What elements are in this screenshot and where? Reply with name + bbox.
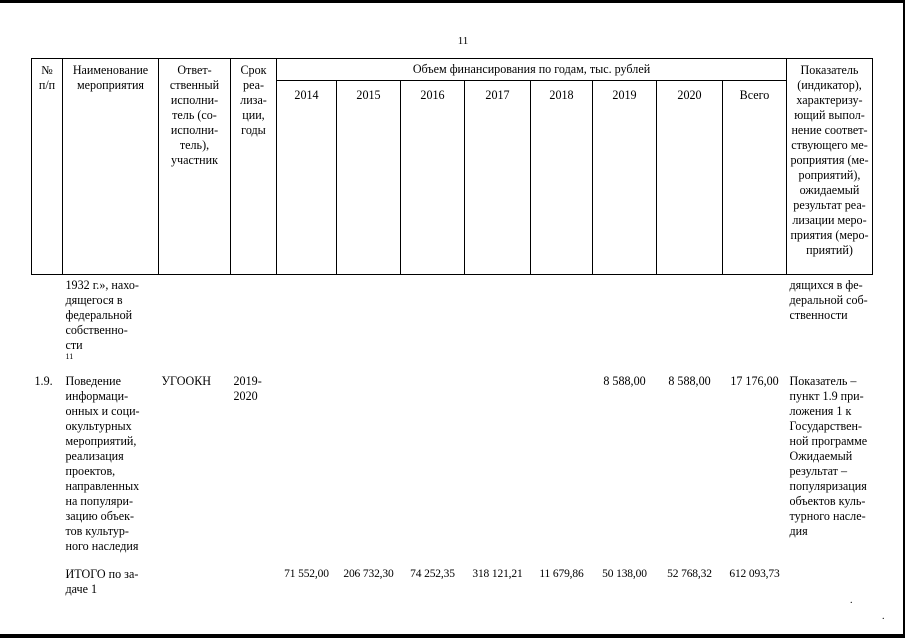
header-year-2018: 2018: [531, 81, 593, 275]
value-2014: [277, 368, 337, 558]
value-2016: 74 252,35: [410, 568, 455, 580]
value-2019: 8 588,00: [603, 374, 646, 388]
value-total: 612 093,73: [729, 568, 780, 580]
header-name: Наименование мероприятия: [63, 59, 159, 275]
header-year-2015: 2015: [337, 81, 401, 275]
value-total: [723, 275, 787, 369]
financing-table: [31, 58, 873, 599]
value-2018: [531, 275, 593, 369]
header-total: Всего: [723, 81, 787, 275]
value-2018: [531, 368, 593, 558]
value-2017: 318 121,21: [472, 568, 523, 580]
value-2017: [465, 275, 531, 369]
footnote-marker: 11: [65, 351, 74, 361]
row-executor: УГООКН: [161, 374, 212, 388]
row-period: 2019- 2020: [233, 374, 262, 403]
row-executor: [159, 558, 231, 599]
row-number: 1.9.: [34, 374, 53, 388]
table-header-top: [32, 59, 873, 81]
value-2015: [337, 368, 401, 558]
value-2014: 71 552,00: [284, 568, 329, 580]
value-total: 17 176,00: [730, 374, 779, 388]
value-2020: [657, 275, 723, 369]
top-page-border: [0, 0, 905, 3]
value-2017: [465, 368, 531, 558]
header-indicator: Показатель (индикатор), характеризу- ющий выпол- нение соответ- ствующего ме- роприятия (ме- роприятий), ожидаемый результат реа- лизации меро- приятия (меро- приятий): [787, 59, 873, 275]
row-indicator: дящихся в фе- деральной соб- ственности: [789, 278, 868, 322]
row-period: [231, 275, 277, 369]
value-2020: 8 588,00: [668, 374, 711, 388]
value-2016: [401, 368, 465, 558]
row-name: Поведение информаци- онных и соци- окультурных мероприятий, реализация проектов, направленных на популяри- зацию объек- тов культур- ного наследия: [65, 374, 140, 553]
header-executor: Ответ- ственный исполни- тель (со- исполни- тель), участник: [159, 59, 231, 275]
header-year-2014: 2014: [277, 81, 337, 275]
value-2020: 52 768,32: [667, 568, 712, 580]
header-financing: Объем финансирования по годам, тыс. рублей: [277, 59, 787, 81]
row-executor: [159, 275, 231, 369]
value-2019: [593, 275, 657, 369]
header-number: № п/п: [32, 59, 63, 275]
value-2015: 206 732,30: [343, 568, 394, 580]
row-number: [32, 558, 63, 599]
value-2019: 50 138,00: [602, 568, 647, 580]
row-number: [32, 275, 63, 369]
row-period: [231, 558, 277, 599]
scan-mark: .: [882, 611, 885, 622]
header-year-2020: 2020: [657, 81, 723, 275]
header-period: Срок реа- лиза- ции, годы: [231, 59, 277, 275]
row-indicator: Показатель – пункт 1.9 при- ложения 1 к Государствен- ной программе Ожидаемый результат – популяризация объектов куль- турного насле- дия: [789, 374, 868, 538]
table-row: [32, 558, 873, 599]
value-2018: 11 679,86: [539, 568, 584, 580]
value-2014: [277, 275, 337, 369]
scan-mark: .: [850, 595, 853, 606]
row-name: ИТОГО по за- даче 1: [65, 567, 139, 596]
table-row: [32, 368, 873, 558]
table-row: [32, 275, 873, 369]
row-indicator: [787, 558, 873, 599]
bottom-page-border: [0, 634, 905, 638]
header-year-2016: 2016: [401, 81, 465, 275]
row-name: 1932 г.», нахо- дящегося в федеральной собственно- сти $^{11}$: [65, 278, 139, 361]
value-2015: [337, 275, 401, 369]
page-number: 11: [457, 35, 469, 47]
header-year-2019: 2019: [593, 81, 657, 275]
header-year-2017: 2017: [465, 81, 531, 275]
value-2016: [401, 275, 465, 369]
